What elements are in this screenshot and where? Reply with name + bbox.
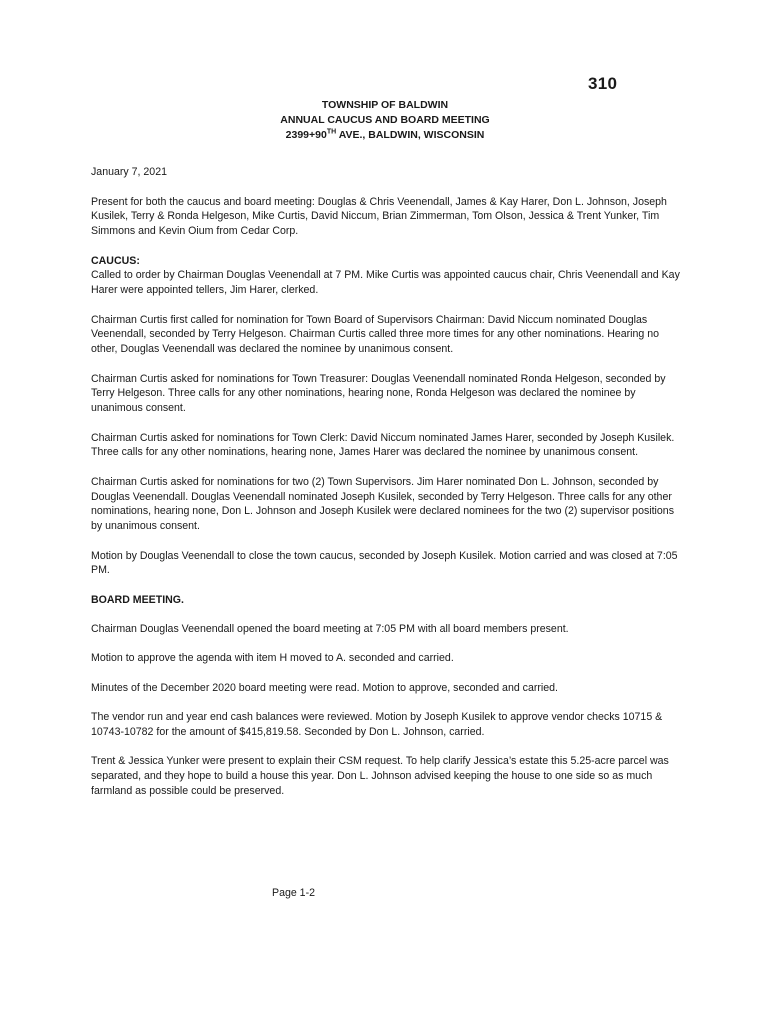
agenda-approval: Motion to approve the agenda with item H moved to A. seconded and carried. xyxy=(91,652,454,665)
document-header xyxy=(0,98,770,143)
caucus-close-motion: Motion by Douglas Veenendall to close the town caucus, seconded by Joseph Kusilek. Motion carried and was closed at 7:05 PM. xyxy=(91,549,678,577)
page-footer: Page 1-2 xyxy=(272,887,315,899)
page-number-top: 310 xyxy=(588,74,618,93)
header-address-rest: AVE., BALDWIN, WISCONSIN xyxy=(336,129,485,141)
caucus-treasurer-nomination: Chairman Curtis asked for nominations for Town Treasurer: Douglas Veenendall nominated Ronda Helgeson, seconded by Terry Helgeson. Three calls for any other nominations, hearing none, Ronda Helgeson was declared the nominee by unanimous consent. xyxy=(91,372,666,415)
header-address-ordinal: TH xyxy=(326,128,337,136)
document-body xyxy=(91,165,683,813)
header-township: TOWNSHIP OF BALDWIN xyxy=(321,99,449,111)
caucus-chairman-nomination: Chairman Curtis first called for nomination for Town Board of Supervisors Chairman: David Niccum nominated Douglas Veenendall, seconded by Terry Helgeson. Chairman Curtis called three more times for any other nominations. Hearing no other, Douglas Veenendall was declared the nominee by unanimous consent. xyxy=(91,313,660,356)
attendance-paragraph: Present for both the caucus and board meeting: Douglas & Chris Veenendall, James & Kay Harer, Don L. Johnson, Joseph Kusilek, Terry & Ronda Helgeson, Mike Curtis, David Niccum, Brian Zimmerman, Tom Olson, Jessica & Trent Yunker, Tim Simmons and Kevin Oium from Cedar Corp. xyxy=(91,195,667,238)
board-meeting-opened: Chairman Douglas Veenendall opened the board meeting at 7:05 PM with all board members present. xyxy=(91,623,569,636)
board-meeting-heading: BOARD MEETING. xyxy=(91,593,184,606)
header-address-number: 2399+90 xyxy=(285,129,327,141)
vendor-checks-approval: The vendor run and year end cash balances were reviewed. Motion by Joseph Kusilek to approve vendor checks 10715 & 10743-10782 for the amount of $415,819.58. Seconded by Don L. Johnson, carried. xyxy=(91,711,663,739)
csm-request-paragraph: Trent & Jessica Yunker were present to explain their CSM request. To help clarify Jessica’s estate this 5.25-acre parcel was separated, and they hope to build a house this year. Don L. Johnson advised keeping the house to one side so as much farmland as possible could be preserved. xyxy=(91,755,669,798)
header-meeting-title: ANNUAL CAUCUS AND BOARD MEETING xyxy=(280,114,490,126)
caucus-clerk-nomination: Chairman Curtis asked for nominations for Town Clerk: David Niccum nominated James Harer, seconded by Joseph Kusilek. Three calls for any other nominations, hearing none, James Harer was declared the nominee by unanimous consent. xyxy=(91,431,675,459)
caucus-call-to-order xyxy=(91,254,683,298)
meeting-date: January 7, 2021 xyxy=(91,166,167,178)
caucus-heading: CAUCUS: xyxy=(91,254,140,267)
caucus-paragraph-text: Called to order by Chairman Douglas Veenendall at 7 PM. Mike Curtis was appointed caucus chair, Chris Veenendall and Kay Harer were appointed tellers, Jim Harer, clerked. xyxy=(91,269,680,297)
minutes-approval: Minutes of the December 2020 board meeting were read. Motion to approve, seconded and carried. xyxy=(91,681,558,694)
header-address xyxy=(0,128,770,143)
caucus-supervisor-nomination: Chairman Curtis asked for nominations for two (2) Town Supervisors. Jim Harer nominated Don L. Johnson, seconded by Douglas Veenendall. Douglas Veenendall nominated Joseph Kusilek, seconded by Terry Helgeson. Three calls for any other nominations, hearing none, Don L. Johnson and Joseph Kusilek were declared nominees for the two (2) supervisor positions by unanimous consent. xyxy=(91,475,674,533)
